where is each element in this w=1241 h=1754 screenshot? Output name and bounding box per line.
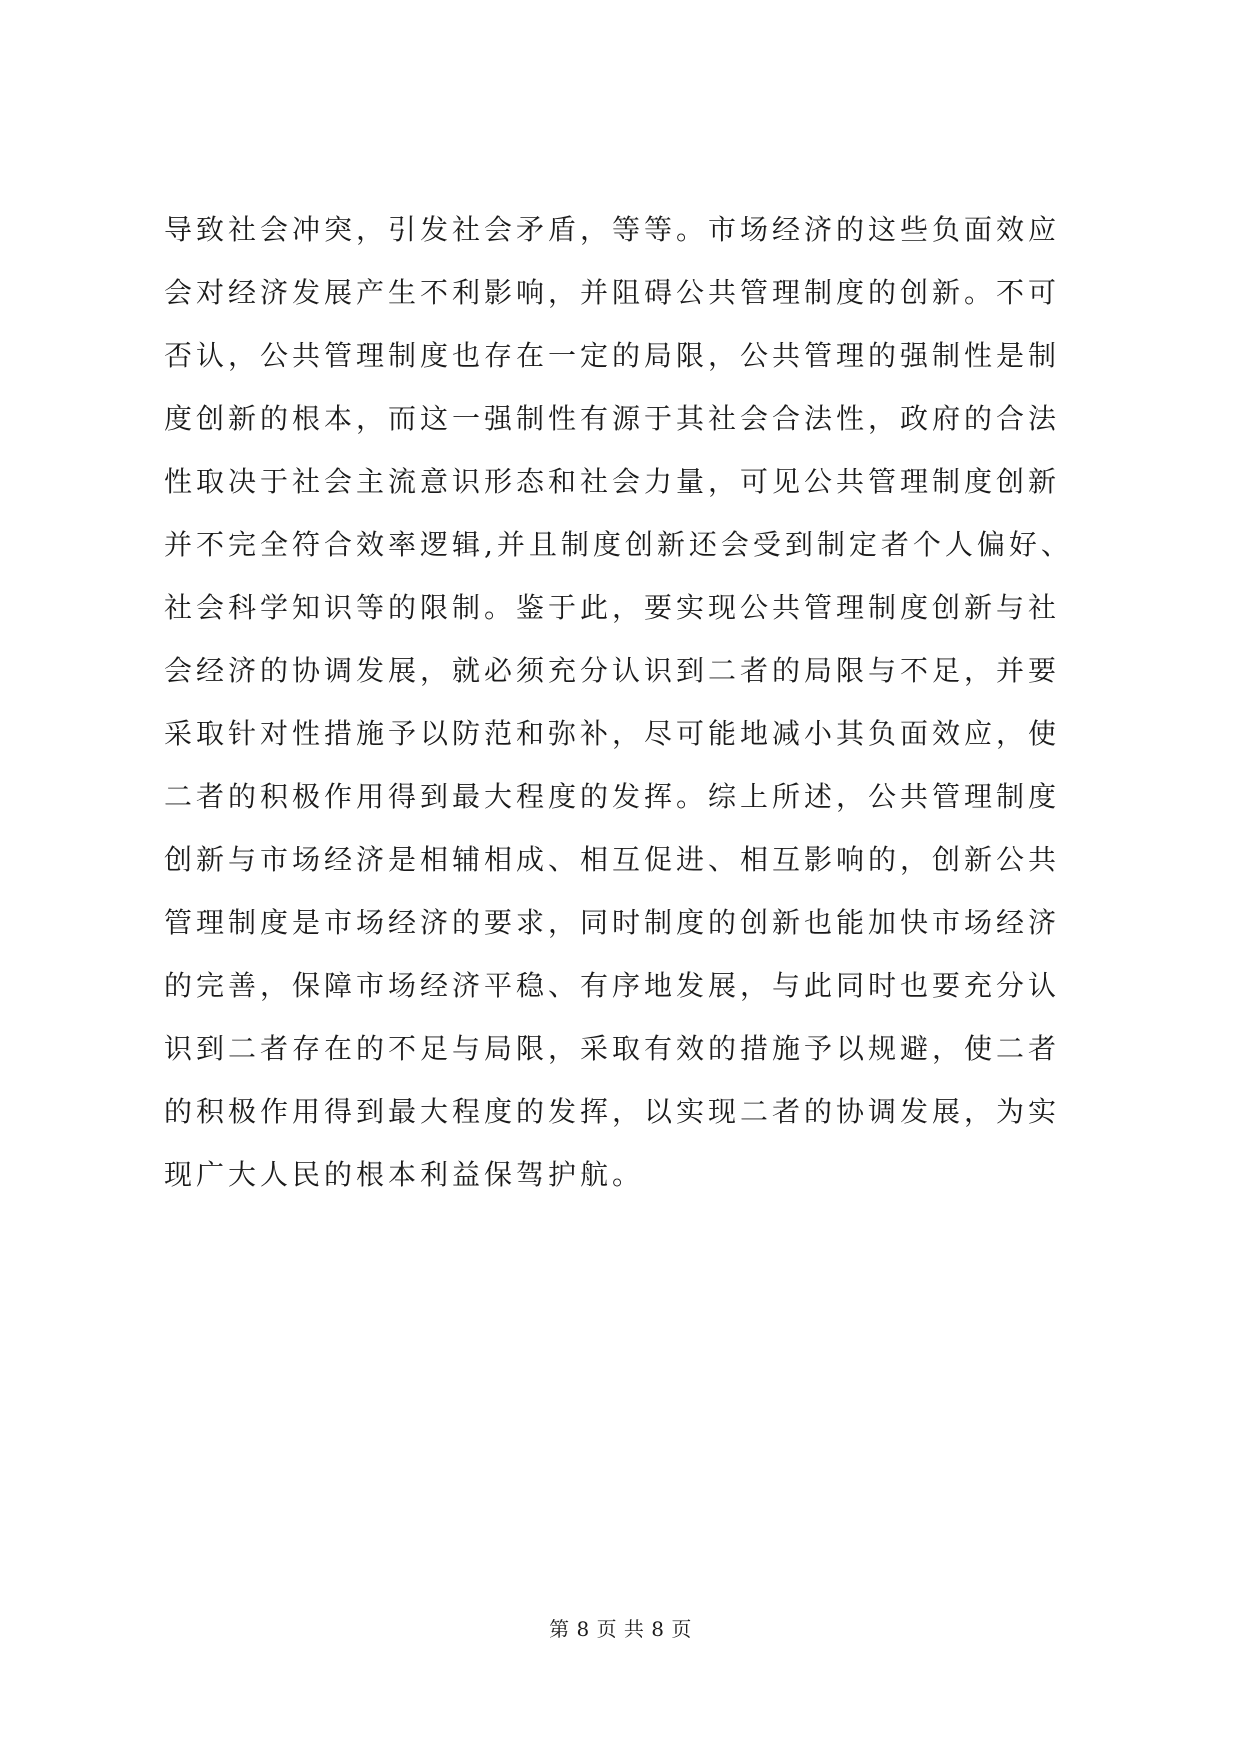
text-line: 度创新的根本，而这一强制性有源于其社会合法性，政府的合法 <box>164 402 1061 435</box>
text-line: 并不完全符合效率逻辑,并且制度创新还会受到制定者个人偏好、 <box>164 528 1073 561</box>
text-line: 创新与市场经济是相辅相成、相互促进、相互影响的，创新公共 <box>164 843 1061 876</box>
text-line: 的完善，保障市场经济平稳、有序地发展，与此同时也要充分认 <box>164 969 1061 1002</box>
page-footer: 第 8 页 共 8 页 <box>549 1617 692 1641</box>
text-line: 否认，公共管理制度也存在一定的局限，公共管理的强制性是制 <box>164 339 1061 372</box>
text-line: 社会科学知识等的限制。鉴于此，要实现公共管理制度创新与社 <box>164 591 1061 624</box>
text-line: 会经济的协调发展，就必须充分认识到二者的局限与不足，并要 <box>164 654 1061 687</box>
text-line: 性取决于社会主流意识形态和社会力量，可见公共管理制度创新 <box>164 465 1061 498</box>
text-line: 的积极作用得到最大程度的发挥，以实现二者的协调发展，为实 <box>164 1095 1061 1128</box>
text-line: 会对经济发展产生不利影响，并阻碍公共管理制度的创新。不可 <box>164 276 1061 309</box>
text-line: 采取针对性措施予以防范和弥补，尽可能地减小其负面效应，使 <box>164 717 1061 750</box>
text-line: 识到二者存在的不足与局限，采取有效的措施予以规避，使二者 <box>164 1032 1061 1065</box>
text-line: 管理制度是市场经济的要求，同时制度的创新也能加快市场经济 <box>164 906 1061 939</box>
body-text <box>164 198 1084 1206</box>
text-line: 现广大人民的根本利益保驾护航。 <box>164 1158 645 1191</box>
text-line: 二者的积极作用得到最大程度的发挥。综上所述，公共管理制度 <box>164 780 1061 813</box>
text-line: 导致社会冲突，引发社会矛盾，等等。市场经济的这些负面效应 <box>164 213 1061 246</box>
